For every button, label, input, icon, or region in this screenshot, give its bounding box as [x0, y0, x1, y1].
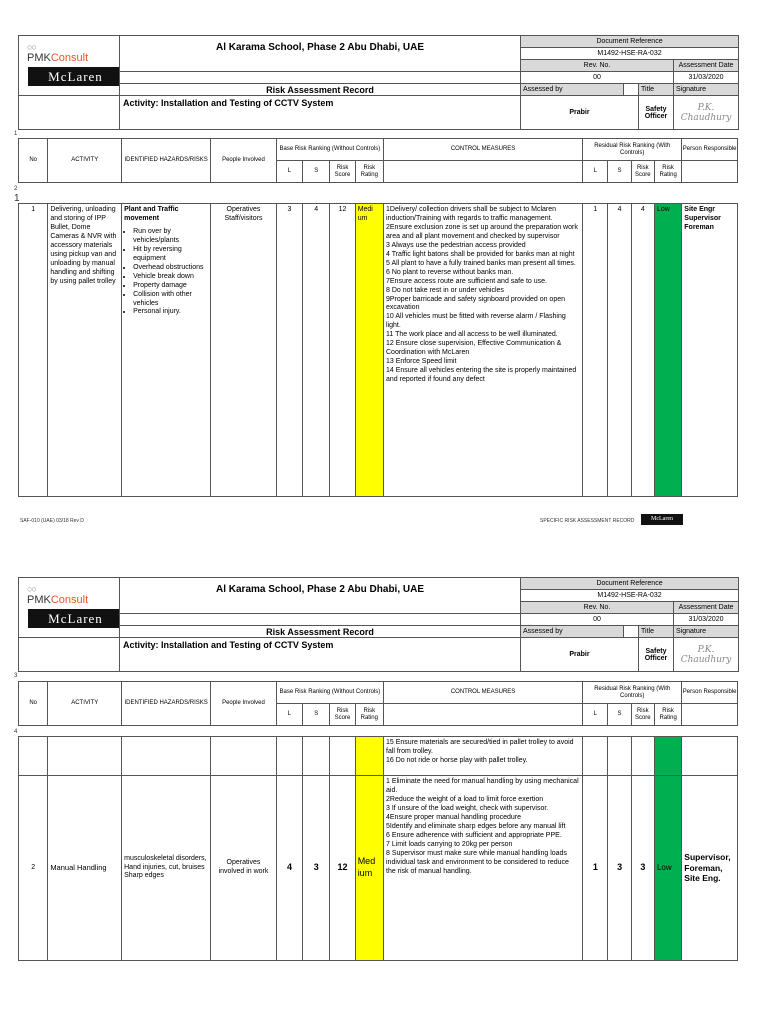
- row-no: 2: [19, 776, 48, 961]
- col-no: No: [19, 682, 48, 726]
- row-r-rating-low-cont: [654, 737, 681, 776]
- pmk-logo: PMKConsult: [27, 52, 89, 64]
- date-value: 31/03/2020: [674, 72, 739, 84]
- pmk-circles-icon: ○○: [27, 584, 36, 594]
- hazard-item: • Property damage: [133, 282, 208, 291]
- row-r-rating-low: Low: [654, 776, 681, 961]
- col-r-score: Risk Score: [631, 161, 654, 183]
- signature-label: Signature: [674, 84, 739, 96]
- row-marker: 1: [14, 131, 18, 137]
- row-rating-medium: Medi um: [355, 204, 383, 497]
- col-r-l: L: [583, 704, 608, 726]
- col-activity: ACTIVITY: [48, 139, 122, 183]
- control-item: 5 All plant to have a fully trained banks man present all times.: [386, 259, 576, 267]
- footer-title: SPECIFIC RISK ASSESSMENT RECORD: [540, 518, 635, 524]
- col-residual-ranking: Residual Risk Ranking (With Controls): [583, 682, 682, 704]
- record-title: Risk Assessment Record: [120, 84, 521, 96]
- col-s: S: [303, 161, 330, 183]
- row-score: 12: [330, 204, 355, 497]
- col-rating: Risk Rating: [355, 704, 383, 726]
- col-base-ranking: Base Risk Ranking (Without Controls): [276, 682, 383, 704]
- doc-ref-label: Document Reference: [521, 578, 739, 590]
- row-hazards: musculoskeletal disorders, Hand injuries, cut, bruises Sharp edges: [122, 776, 211, 961]
- record-title: Risk Assessment Record: [120, 626, 521, 638]
- activity-title: Activity: Installation and Testing of CCTV System: [120, 638, 521, 672]
- table-row: [19, 776, 738, 961]
- date-value: 31/03/2020: [674, 614, 739, 626]
- control-item: 6 Ensure adherence with sufficient and appropriate PPE.: [386, 831, 562, 839]
- mclaren-logo: McLaren: [28, 67, 120, 86]
- title-label: Title: [639, 84, 674, 96]
- col-score: Risk Score: [330, 704, 355, 726]
- rev-label: Rev. No.: [521, 602, 674, 614]
- col-rating: Risk Rating: [355, 161, 383, 183]
- school-title: Al Karama School, Phase 2 Abu Dhabi, UAE: [120, 36, 521, 72]
- control-item: 4Ensure proper manual handling procedure: [386, 813, 522, 821]
- row-controls-cont: [384, 737, 583, 776]
- assessed-by-label: Assessed by: [521, 84, 624, 96]
- control-item: 3 If unsure of the load weight, check with supervisor.: [386, 804, 549, 812]
- col-score: Risk Score: [330, 161, 355, 183]
- col-hazards: IDENTIFIED HAZARDS/RISKS: [122, 682, 211, 726]
- control-item: 5Identify and eliminate sharp edges before any manual lift: [386, 822, 566, 830]
- control-item: 1Delivery/ collection drivers shall be subject to Mclaren induction/Training with regards to traffic management.: [386, 206, 557, 222]
- row-s: 4: [303, 204, 330, 497]
- col-l: L: [276, 161, 302, 183]
- header-table-2: [18, 577, 739, 672]
- hazard-item: • Personal injury.: [133, 308, 208, 317]
- row-r-s: 3: [608, 776, 631, 961]
- control-item: 14 Ensure all vehicles entering the site is properly maintained and reported if found any defect: [386, 367, 577, 384]
- row-rating-medium-cont: [355, 737, 383, 776]
- col-people: People Involved: [211, 139, 277, 183]
- row-r-l: 1: [583, 204, 608, 497]
- row-activity: Manual Handling: [48, 776, 122, 961]
- col-hazards: IDENTIFIED HAZARDS/RISKS: [122, 139, 211, 183]
- row-marker: 1: [14, 193, 20, 204]
- control-item: 3 Always use the pedestrian access provided: [386, 241, 526, 249]
- col-base-ranking: Base Risk Ranking (Without Controls): [276, 139, 383, 161]
- control-item: 8 Supervisor must make sure while manual handling loads individual task and environment to be considered to reduce the risk of manual handling.: [386, 849, 569, 875]
- hazard-item: • Run over by vehicles/plants: [133, 228, 208, 246]
- row-marker: 2: [14, 186, 18, 192]
- col-no: No: [19, 139, 48, 183]
- assessed-by: Prabir: [521, 638, 639, 672]
- row-activity: Delivering, unloading and storing of IPP Bullet, Dome Cameras & NVR with accessory materials using pickup van and unloading by manual handling and shifting by using pallet trolley: [48, 204, 122, 497]
- col-residual-ranking: Residual Risk Ranking (With Controls): [583, 139, 682, 161]
- doc-ref: M1492-HSE-RA-032: [521, 48, 739, 60]
- signature-label: Signature: [674, 626, 739, 638]
- row-r-score: 4: [631, 204, 654, 497]
- row-controls: [384, 776, 583, 961]
- row-no: 1: [19, 204, 48, 497]
- row-s: 3: [303, 776, 330, 961]
- row-r-l: 1: [583, 776, 608, 961]
- col-r-s: S: [608, 161, 631, 183]
- row-score: 12: [330, 776, 355, 961]
- assessed-by: Prabir: [521, 96, 639, 130]
- assessed-by-label: Assessed by: [521, 626, 624, 638]
- control-item: 12 Ensure close supervision, Effective Communication & Coordination with McLaren: [386, 340, 562, 357]
- doc-ref: M1492-HSE-RA-032: [521, 590, 739, 602]
- col-person: Person Responsible: [682, 682, 738, 704]
- control-item: 1 Eliminate the need for manual handling by using mechanical aid.: [386, 778, 579, 794]
- row-r-rating-low: Low: [654, 204, 681, 497]
- row-person: Site Engr Supervisor Foreman: [682, 204, 738, 497]
- activity-title: Activity: Installation and Testing of CCTV System: [120, 96, 521, 130]
- table-row: [19, 737, 738, 776]
- doc-ref-label: Document Reference: [521, 36, 739, 48]
- row-marker: 4: [14, 729, 18, 735]
- signature: P.K. Chaudhury: [674, 638, 739, 672]
- logo-block: [19, 578, 120, 638]
- date-label: Assessment Date: [674, 60, 739, 72]
- control-item: 8 Do not take rest in or under vehicles: [386, 286, 504, 294]
- hazard-item: • Hit by reversing equipment: [133, 246, 208, 264]
- col-s: S: [303, 704, 330, 726]
- hazard-item: • Overhead obstructions: [133, 264, 208, 273]
- col-control: CONTROL MEASURES: [383, 682, 582, 704]
- col-person: Person Responsible: [682, 139, 738, 161]
- school-title: Al Karama School, Phase 2 Abu Dhabi, UAE: [120, 578, 521, 614]
- col-r-s: S: [608, 704, 631, 726]
- hazard-title: Plant and Traffic movement: [124, 206, 179, 222]
- col-r-rating: Risk Rating: [654, 161, 681, 183]
- footer-mclaren-logo: McLaren: [641, 514, 683, 525]
- row-people: Operatives Staff/visitors: [211, 204, 277, 497]
- date-label: Assessment Date: [674, 602, 739, 614]
- rev-label: Rev. No.: [521, 60, 674, 72]
- risk-table-2: [18, 736, 738, 961]
- title-label: Title: [639, 626, 674, 638]
- control-item: 13 Enforce Speed limit: [386, 358, 457, 366]
- title-value: Safety Officer: [639, 96, 674, 130]
- row-r-s: 4: [608, 204, 631, 497]
- row-rating-medium: Med ium: [355, 776, 383, 961]
- row-person: Supervisor, Foreman, Site Eng.: [682, 776, 738, 961]
- control-item: 7 Limit loads carrying to 20kg per person: [386, 840, 513, 848]
- rev-value: 00: [521, 72, 674, 84]
- row-l: 3: [276, 204, 302, 497]
- control-item: 2Ensure exclusion zone is set up around the preparation work area and all plant movement and checked by supervisor: [386, 223, 578, 240]
- row-people: Operatives involved in work: [211, 776, 277, 961]
- col-activity: ACTIVITY: [48, 682, 122, 726]
- control-item: 9Proper barricade and safety signboard provided on open excavation: [386, 295, 566, 312]
- control-item: 6 No plant to reverse without banks man.: [386, 268, 514, 276]
- col-r-score: Risk Score: [631, 704, 654, 726]
- pmk-logo: PMKConsult: [27, 594, 89, 606]
- control-item: 7Ensure access route are sufficient and safe to use.: [386, 277, 547, 285]
- control-item: 16 Do not ride or horse play with pallet trolley.: [386, 756, 528, 764]
- pmk-circles-icon: ○○: [27, 42, 36, 52]
- col-control: CONTROL MEASURES: [383, 139, 582, 161]
- footer-code: SAF-010 (UAE) 03/18 Rev D: [20, 518, 84, 524]
- signature: P.K. Chaudhury: [674, 96, 739, 130]
- col-l: L: [276, 704, 302, 726]
- row-marker: 3: [14, 673, 18, 679]
- row-r-score: 3: [631, 776, 654, 961]
- control-item: 10 All vehicles must be fitted with reverse alarm / Flashing light.: [386, 313, 566, 330]
- col-people: People Involved: [211, 682, 277, 726]
- column-header-2: [18, 681, 738, 726]
- rev-value: 00: [521, 614, 674, 626]
- hazard-item: • Vehicle break down: [133, 273, 208, 282]
- col-r-l: L: [583, 161, 608, 183]
- mclaren-logo: McLaren: [28, 609, 120, 628]
- control-item: 2Reduce the weight of a load to limit force exertion: [386, 795, 544, 803]
- hazard-item: • Collision with other vehicles: [133, 291, 208, 309]
- title-value: Safety Officer: [639, 638, 674, 672]
- control-item: 15 Ensure materials are secured/tied in pallet trolley to avoid fall from trolley.: [386, 739, 574, 755]
- col-r-rating: Risk Rating: [654, 704, 681, 726]
- control-item: 11 The work place and all access to be well illuminated.: [386, 331, 558, 339]
- row-l: 4: [276, 776, 302, 961]
- control-item: 4 Traffic light batons shall be provided for banks man at night: [386, 250, 575, 258]
